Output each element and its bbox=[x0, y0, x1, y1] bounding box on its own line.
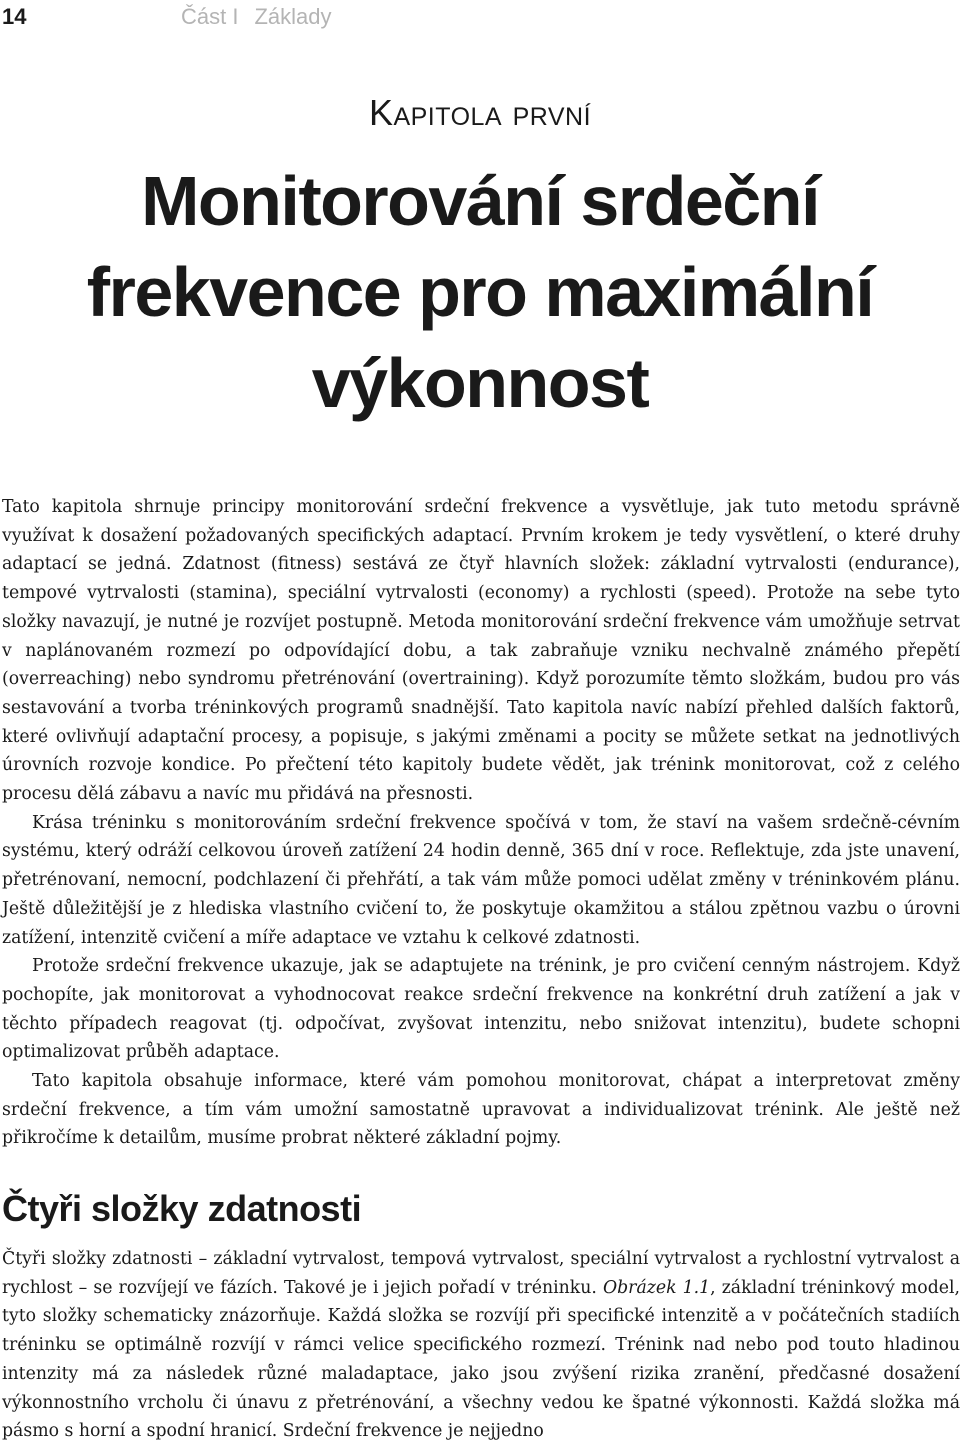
paragraph: Tato kapitola shrnuje principy monitorování srdeční frekvence a vysvětluje, jak tuto metodu správně využívat k dosažení požadovaných specifických adaptací. Prvním krokem je tedy vysvětlení, o které druhy adaptací se jedná. Zdatnost (fitness) sestává ze čtyř hlavních složek: základní vytrvalosti (endurance), tempové vytrvalosti (stamina), speciální vytrvalosti (economy) a rychlosti (speed). Protože na sebe tyto složky navazují, je nutné je rozvíjet postupně. Metoda monitorování srdeční frekvence vám umožňuje setrvat v naplánovaném rozmezí po odpovídající dobu, a tak zabraňuje vzniku nechvalně známého přepětí (overreaching) nebo syndromu přetrénování (overtraining). Když porozumíte těmto složkám, budou pro vás sestavování a tvorba tréninkových programů snadnější. Tato kapitola navíc nabízí přehled dalších faktorů, které ovlivňují adaptační procesy, a popisuje, s jakými změnami a pocity se můžete setkat na jednotlivých úrovních rozvoje kondice. Po přečtení této kapitoly budete vědět, jak trénink monitorovat, což z celého procesu dělá zábavu a navíc mu přidává na přesnosti. bbox=[2, 497, 960, 805]
section-body bbox=[2, 1245, 960, 1446]
chapter-intro bbox=[2, 493, 960, 1153]
paragraph-text: , základní tréninkový model, tyto složky schematicky znázorňuje. Každá složka se rozvíjí při specifické intenzitě a v počátečních stadiích tréninku se optimálně rozvíjí v rámci velice specifického rozmezí. Trénink nad nebo pod touto hladinou intenzity má za následek různé maladaptace, jako jsou zvýšení rizika zranění, předčasné dosažení výkonnostního vrcholu či únavu z přetrénování, a všechny vedou ke špatné výkonnosti. Každá složka má pásmo s horní a spodní hranicí. Srdeční frekvence je nejjedno bbox=[2, 1277, 960, 1442]
paragraph-text: Čtyři složky zdatnosti – základní vytrvalost, tempová vytrvalost, speciální vytrvalost a rychlostní vytrvalost a rychlost – se rozvíjejí ve fázích. Takové je i jejich pořadí v tréninku. bbox=[2, 1249, 960, 1298]
paragraph: Tato kapitola obsahuje informace, které vám pomohou monitorovat, chápat a interpretovat změny srdeční frekvence, a tím vám umožní samostatně upravovat a individualizovat trénink. Ale ještě než přikročíme k detailům, musíme probrat některé základní pojmy. bbox=[2, 1071, 960, 1149]
section-heading: Čtyři složky zdatnosti bbox=[2, 1188, 362, 1229]
chapter-title-line: frekvence pro maximální bbox=[86, 253, 874, 331]
running-head bbox=[0, 0, 960, 34]
paragraph bbox=[2, 1245, 960, 1446]
part-number: Část I bbox=[181, 4, 239, 29]
paragraph: Krása tréninku s monitorováním srdeční frekvence spočívá v tom, že staví na vašem srdečně-cévním systému, který odráží celkovou úroveň zatížení 24 hodin denně, 365 dní v roce. Reflektuje, zda jste unavení, přetrénovaní, nemocní, podchlazení či přehřátí, a tak vám může pomoci udělat změny v tréninkovém plánu. Ještě důležitější je z hlediska vlastního cvičení to, že poskytuje okamžitou a stálou zpětnou vazbu o úrovni zatížení, intenzitě cvičení a míře adaptace ve vztahu k celkové zdatnosti. bbox=[2, 812, 960, 948]
chapter-title-line: Monitorování srdeční bbox=[141, 162, 819, 240]
part-title: Základy bbox=[254, 4, 332, 29]
part-label bbox=[181, 4, 332, 30]
paragraph: Protože srdeční frekvence ukazuje, jak se adaptujete na trénink, je pro cvičení cenným nástrojem. Když pochopíte, jak monitorovat a vyhodnocovat reakce srdeční frekvence na konkrétní druh zatížení a jak v těchto případech reagovat (tj. odpočívat, zvyšovat intenzitu, nebo snižovat intenzitu), budete schopni optimalizovat průběh adaptace. bbox=[2, 956, 960, 1063]
figure-reference: Obrázek 1.1 bbox=[602, 1277, 711, 1298]
chapter-kicker: Kapitola první bbox=[368, 92, 592, 133]
page-number: 14 bbox=[2, 4, 27, 29]
chapter-title bbox=[0, 156, 960, 429]
chapter-title-line: výkonnost bbox=[311, 344, 649, 422]
